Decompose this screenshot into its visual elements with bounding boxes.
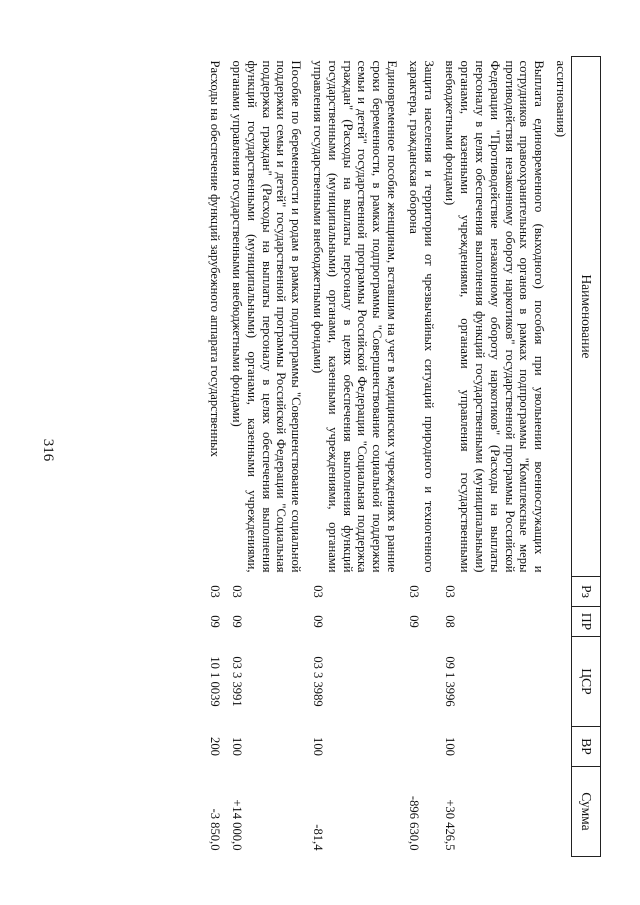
row-csr: 10 1 0039: [208, 656, 223, 707]
row-name: Единовременное пособие женщинам, вставшим на учет в медицинских учреждениях в ранние сроки беременности, в рамках подпрограммы "Совершенствование социальной поддержки семьи и детей" государственной программы Российской Федерации "Социальная поддержка граждан" (Расходы на выплаты персоналу в целях обеспечения выполнения функций государственными (муниципальными) органами, казенными учреждениями, органами управления государственными внебюджетными фондами): [311, 60, 400, 573]
row-name: Защита населения и территории от чрезвычайных ситуаций природного и техногенного характера, гражданская оборона: [406, 60, 436, 573]
row-sum: -3 850,0: [208, 808, 223, 851]
table-row: [403, 57, 440, 857]
row-rz: 03: [406, 585, 421, 598]
row-vr: 100: [311, 737, 326, 756]
table-row: [307, 57, 403, 857]
row-csr: 03 3 3991: [230, 656, 245, 707]
row-pr: 09: [311, 615, 326, 628]
row-pr: 09: [230, 615, 245, 628]
table-row: [440, 57, 551, 857]
table-row: [226, 57, 307, 857]
row-name: Расходы на обеспечение функций зарубежного аппарата государственных: [208, 60, 223, 457]
header-pr: ПР: [572, 607, 601, 637]
row-sum: -81,4: [311, 824, 326, 851]
row-pr: 09: [406, 615, 421, 628]
row-csr: [403, 637, 440, 727]
row-rz: 03: [311, 585, 326, 598]
row-sum: +30 426,5: [443, 799, 458, 851]
table-header-row: [572, 57, 601, 857]
page-number: 316: [40, 438, 56, 462]
row-name: Пособие по беременности и родам в рамках подпрограммы "Совершенствование социальной поддержки семьи и детей" государственной программы Российской Федерации "Социальная поддержка граждан" (Расходы на выплаты персоналу в целях обеспечения выполнения функций государственными (муниципальными) органами, казенными учреждениями, органами управления государственными внебюджетными фондами): [230, 60, 304, 573]
budget-table: [204, 56, 601, 857]
row-name: Выплата единовременного (выходного) пособия при увольнении военнослужащих и сотрудников правоохранительных органов в рамках подпрограммы "Комплексные меры противодействия незаконному обороту наркотиков" государственной программы Российской Федерации "Противодействие незаконному обороту наркотиков" (Расходы на выплаты персоналу в целях обеспечения выполнения функций государственными (муниципальными) органами, казенными учреждениями, органами управления государственными внебюджетными фондами): [443, 60, 547, 573]
header-vr: ВР: [572, 727, 601, 767]
row-csr: 03 3 3989: [311, 656, 326, 707]
row-pr: 09: [208, 615, 223, 628]
row-vr: 100: [443, 737, 458, 756]
page-number-container: [28, 430, 64, 470]
row-sum: -896 630,0: [406, 795, 421, 851]
rotated-table-container: [96, 56, 601, 866]
row-rz: 03: [208, 585, 223, 598]
row-vr: 200: [208, 737, 223, 756]
table-row-continuation: [550, 57, 571, 857]
header-name: Наименование: [572, 57, 601, 577]
table-row: [204, 57, 226, 857]
header-csr: ЦСР: [572, 637, 601, 727]
row-rz: 03: [443, 585, 458, 598]
row-vr: 100: [230, 737, 245, 756]
header-rz: Рз: [572, 577, 601, 607]
row-pr: 08: [443, 615, 458, 628]
header-sum: Сумма: [572, 767, 601, 857]
row-csr: 09 1 3996: [443, 656, 458, 707]
continuation-text: ассигнования): [554, 60, 568, 138]
row-rz: 03: [230, 585, 245, 598]
row-vr: [403, 727, 440, 767]
row-sum: +14 000,0: [230, 799, 245, 851]
